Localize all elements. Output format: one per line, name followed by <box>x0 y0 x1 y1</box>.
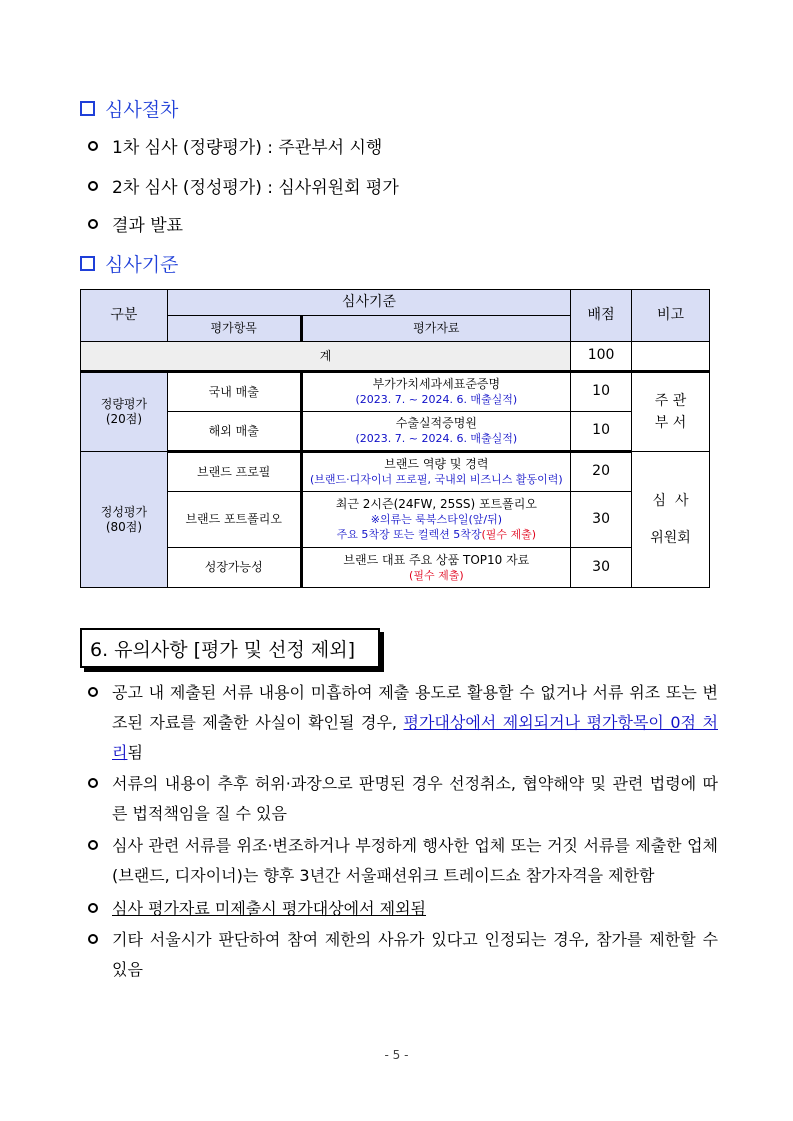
circle-bullet-icon <box>88 934 98 944</box>
material-main: 브랜드 역량 및 경력 <box>384 457 489 471</box>
header-note: 비고 <box>632 290 710 342</box>
category-qualitative <box>81 452 168 588</box>
notes-title: 6. 유의사항 [평가 및 선정 제외] <box>90 638 356 661</box>
list-item-text: 2차 심사 (정성평가) : 심사위원회 평가 <box>112 178 399 198</box>
section-heading-procedure <box>80 95 178 122</box>
material-sub: ※의류는 룩북스타일(앞/뒤) <box>370 513 502 526</box>
header-score: 배점 <box>571 290 632 342</box>
item-cell: 브랜드 포트폴리오 <box>167 492 301 548</box>
required-mark: (필수 제출) <box>481 528 537 541</box>
item-cell: 국내 매출 <box>167 372 301 412</box>
score-cell: 10 <box>571 372 632 412</box>
note-text: 심사 관련 서류를 위조·변조하거나 부정하게 행사한 업체 또는 거짓 서류를 제출한 업체(브랜드, 디자이너)는 향후 3년간 서울패션위크 트레이드쇼 참가자격을 제한함 <box>112 836 718 885</box>
criteria-table <box>80 289 710 588</box>
checkbox-square-icon <box>80 101 95 116</box>
section-heading-criteria <box>80 250 178 277</box>
category-label: 정성평가 <box>100 504 148 519</box>
circle-bullet-icon <box>88 219 98 229</box>
category-points: (80점) <box>105 519 143 534</box>
note-text: 서류의 내용이 추후 허위·과장으로 판명된 경우 선정취소, 협약해약 및 관련 법령에 따른 법적책임을 질 수 있음 <box>112 774 718 823</box>
required-mark: (필수 제출) <box>409 568 464 582</box>
note-line: 심 사 <box>652 493 689 510</box>
category-label: 정량평가 <box>100 397 148 411</box>
material-sub: (2023. 7. ~ 2024. 6. 매출실적) <box>355 432 518 445</box>
circle-bullet-icon <box>88 687 98 697</box>
material-main: 브랜드 대표 주요 상품 TOP10 자료 <box>343 552 530 567</box>
checkbox-square-icon <box>80 256 95 271</box>
category-quantitative <box>81 372 168 452</box>
note-paragraph <box>88 894 718 924</box>
material-cell <box>301 492 571 548</box>
note-paragraph <box>88 678 718 768</box>
material-sub: 주요 5착장 또는 컬렉션 5착장 <box>336 528 482 541</box>
material-cell <box>301 412 571 452</box>
note-quantitative: 주 관 부 서 <box>632 372 710 452</box>
item-cell: 브랜드 프로필 <box>167 452 301 492</box>
list-item <box>88 211 183 236</box>
section-title: 심사기준 <box>105 254 179 276</box>
note-text: 기타 서울시가 판단하여 참여 제한의 사유가 있다고 인정되는 경우, 참가를 제한할 수 있음 <box>112 930 718 979</box>
circle-bullet-icon <box>88 778 98 788</box>
note-paragraph <box>88 769 718 829</box>
score-cell: 10 <box>571 412 632 452</box>
note-qualitative <box>632 452 710 588</box>
note-text: 심사 평가자료 미제출시 평가대상에서 제외됨 <box>112 899 427 918</box>
header-criteria: 심사기준 <box>167 290 570 316</box>
circle-bullet-icon <box>88 141 98 151</box>
material-cell <box>301 452 571 492</box>
list-item-text: 1차 심사 (정량평가) : 주관부서 시행 <box>112 138 383 158</box>
item-cell: 해외 매출 <box>167 412 301 452</box>
section-title: 심사절차 <box>105 99 179 121</box>
notes-heading-box <box>80 628 380 668</box>
note-paragraph <box>88 831 718 891</box>
score-cell: 30 <box>571 492 632 548</box>
category-points: (20점) <box>105 412 143 426</box>
score-cell: 30 <box>571 548 632 588</box>
list-item <box>88 173 399 198</box>
material-main: 최근 2시즌(24FW, 25SS) 포트폴리오 <box>335 497 537 511</box>
total-label: 계 <box>81 342 571 372</box>
header-category: 구분 <box>81 290 168 342</box>
circle-bullet-icon <box>88 840 98 850</box>
circle-bullet-icon <box>88 903 98 913</box>
note-text: 됨 <box>127 743 143 762</box>
circle-bullet-icon <box>88 181 98 191</box>
highlight-link[interactable]: 평가대상에서 제외되거나 평가항목이 0점 처리 <box>112 713 718 762</box>
material-cell <box>301 548 571 588</box>
material-sub: (브랜드·디자이너 프로필, 국내외 비즈니스 활동이력) <box>309 473 563 486</box>
header-material: 평가자료 <box>301 316 571 342</box>
material-main: 수출실적증명원 <box>395 416 477 430</box>
note-line: 위원회 <box>650 529 691 546</box>
material-main: 부가가치세과세표준증명 <box>372 377 501 391</box>
material-sub: (2023. 7. ~ 2024. 6. 매출실적) <box>355 393 518 406</box>
header-item: 평가항목 <box>167 316 301 342</box>
item-cell: 성장가능성 <box>167 548 301 588</box>
material-cell <box>301 372 571 412</box>
total-score: 100 <box>571 342 632 372</box>
page-number: - 5 - <box>384 1048 409 1062</box>
note-text: 공고 내 제출된 서류 내용이 미흡하여 제출 용도로 활용할 수 없거나 서류 위조 또는 변조된 자료를 제출한 사실이 확인될 경우, <box>112 683 718 732</box>
total-note <box>632 342 710 372</box>
score-cell: 20 <box>571 452 632 492</box>
list-item <box>88 133 382 158</box>
list-item-text: 결과 발표 <box>112 216 184 236</box>
note-paragraph <box>88 925 718 985</box>
